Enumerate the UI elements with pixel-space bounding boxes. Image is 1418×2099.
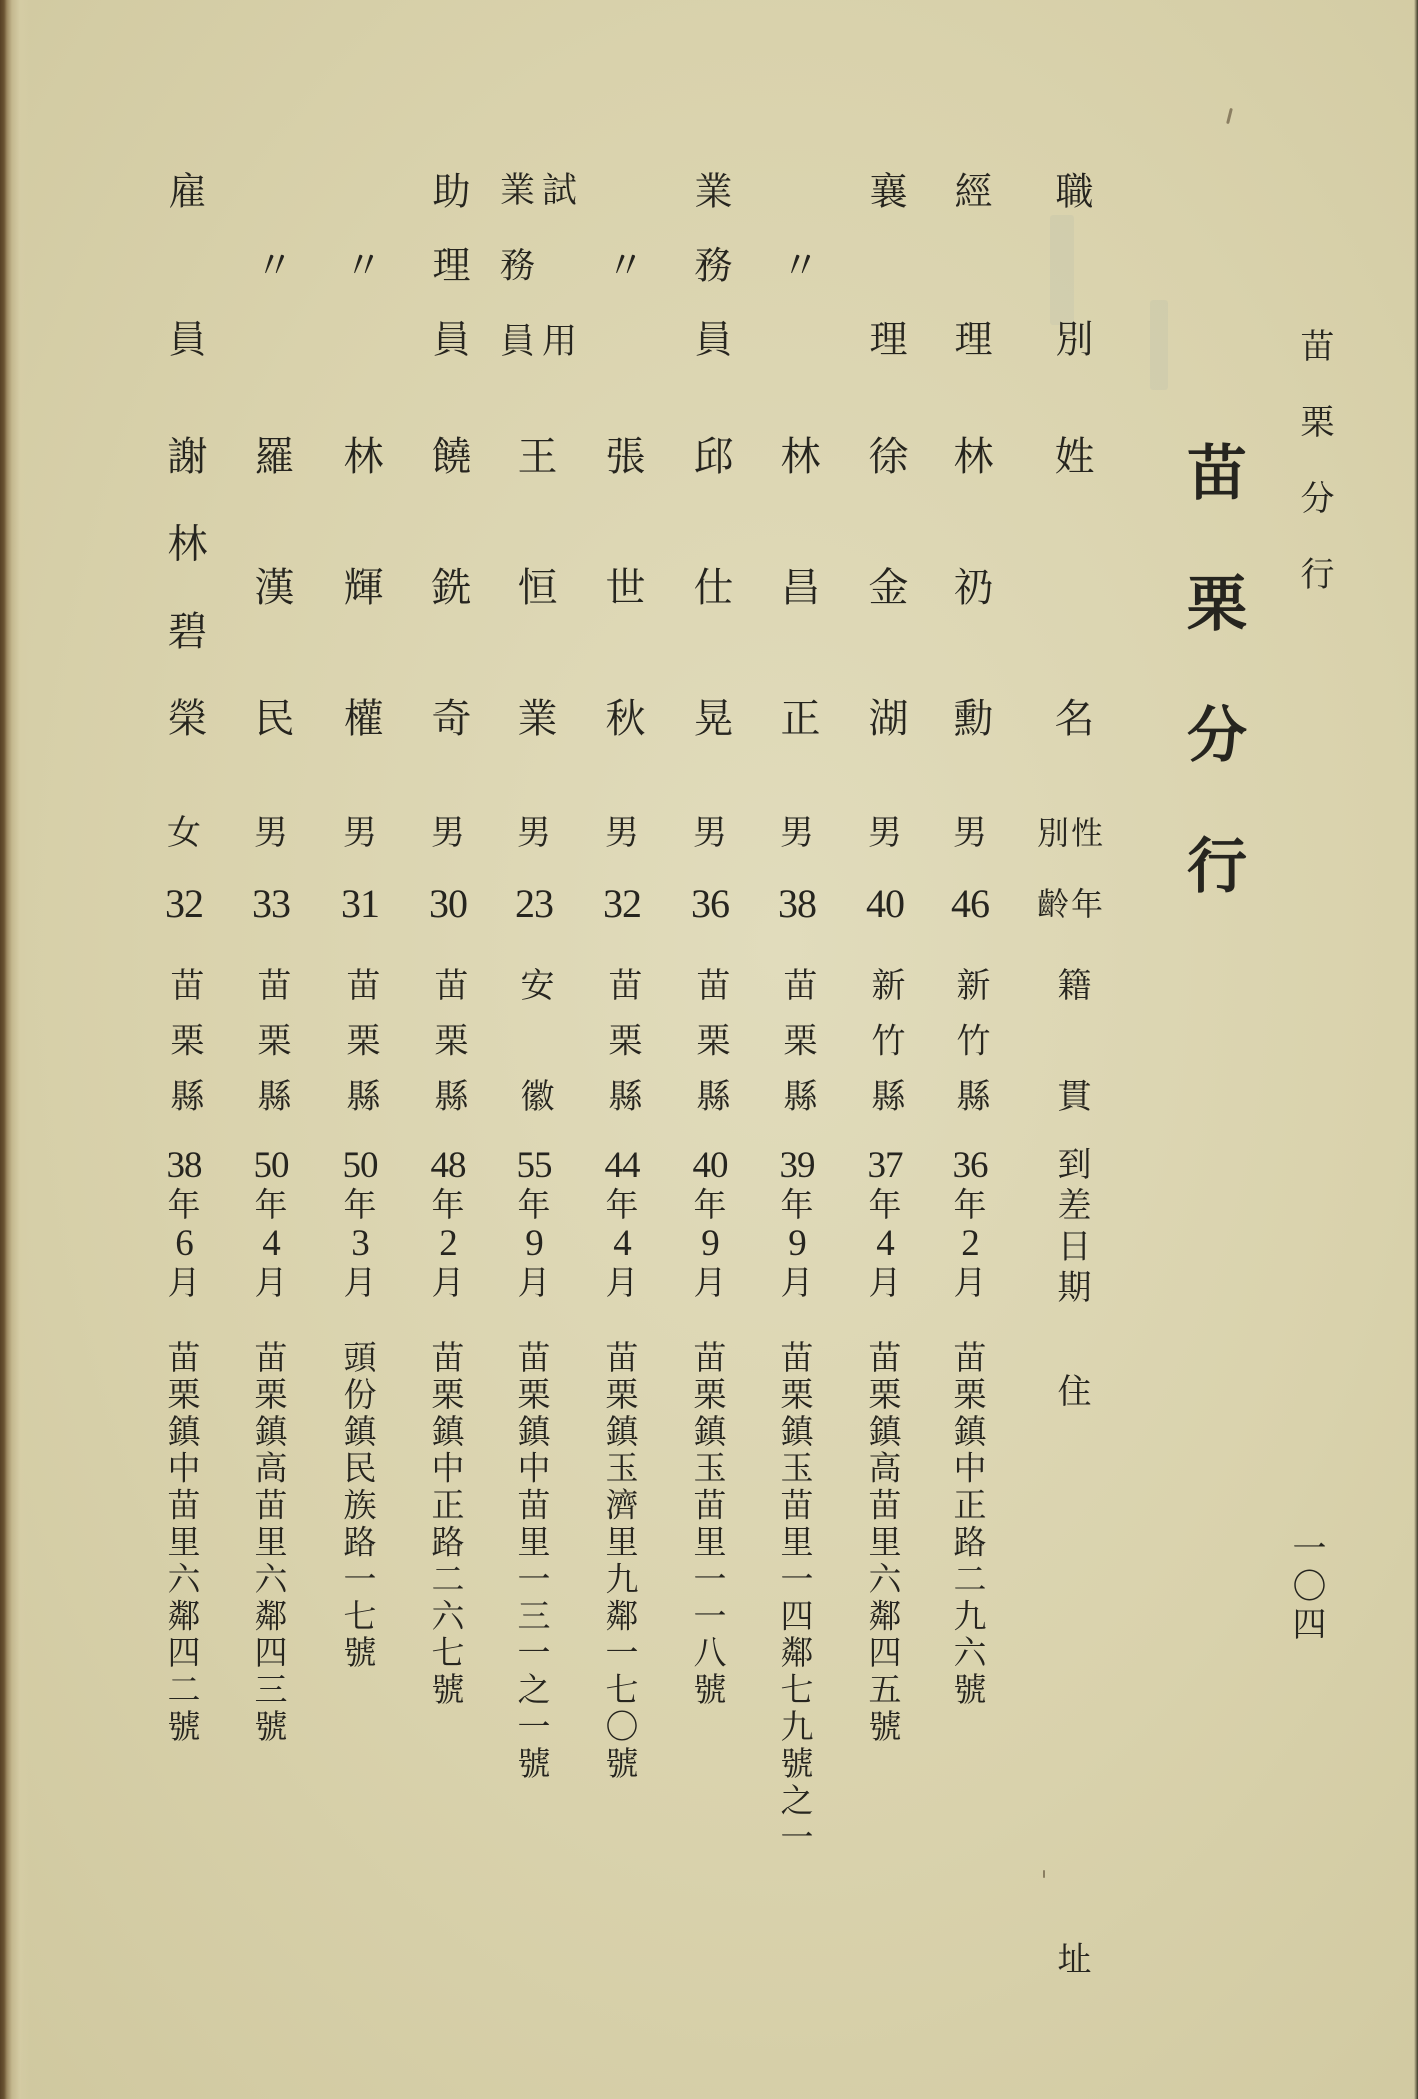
staff-sex: 男 [254,813,288,853]
staff-age: 31 [341,881,379,926]
start-month: 4 [613,1223,631,1264]
staff-origin: 苗栗縣 [690,967,730,1112]
month-unit: 月 [605,1263,639,1302]
staff-sex: 男 [953,813,987,853]
start-month: 9 [788,1223,806,1264]
staff-age: 30 [429,881,467,926]
staff-address: 苗栗鎮中苗里六鄰四二號 [162,1340,202,1746]
staff-position: 襄理 [863,171,907,357]
staff-origin: 新竹縣 [950,967,990,1112]
header-sex: 性別 [1036,814,1106,852]
year-unit: 年 [517,1185,551,1224]
staff-address: 苗栗鎮玉苗里一四鄰七九號之一 [775,1340,815,1857]
start-year: 37 [867,1145,903,1186]
staff-origin: 苗栗縣 [340,967,380,1112]
staff-name: 林昌正 [774,435,820,737]
staff-position-ditto: 〃 [249,245,293,283]
month-unit: 月 [517,1263,551,1302]
staff-origin: 苗栗縣 [777,967,817,1112]
start-year: 55 [516,1145,552,1186]
month-unit: 月 [431,1263,465,1302]
start-month: 9 [701,1223,719,1264]
start-month: 9 [525,1223,543,1264]
staff-name: 邱仕晃 [687,435,733,737]
start-month: 6 [175,1223,193,1264]
staff-start-date [693,1146,728,1302]
staff-sex: 男 [868,813,902,853]
staff-position-ditto: 〃 [775,245,819,283]
staff-name: 王恒業 [511,435,557,737]
staff-age: 32 [165,881,203,926]
year-unit: 年 [605,1185,639,1224]
staff-sex: 男 [431,813,465,853]
year-unit: 年 [953,1185,987,1224]
page-edge [1414,0,1418,2099]
staff-origin: 苗栗縣 [428,967,468,1112]
year-unit: 年 [431,1185,465,1224]
staff-address: 苗栗鎮中苗里一三一之一號 [512,1340,552,1783]
staff-origin: 苗栗縣 [602,967,642,1112]
staff-age: 23 [515,881,553,926]
staff-start-date [868,1146,903,1302]
staff-origin: 苗栗縣 [251,967,291,1112]
header-name: 姓名 [1048,435,1094,737]
staff-position: 經理 [948,171,992,357]
binding-shadow [0,0,30,2099]
bleed-through-mark [1150,300,1168,390]
staff-address: 苗栗鎮高苗里六鄰四五號 [863,1340,903,1746]
month-unit: 月 [780,1263,814,1302]
month-unit: 月 [167,1263,201,1302]
month-unit: 月 [868,1263,902,1302]
staff-sex: 男 [343,813,377,853]
header-address: 住址 [1051,1373,1091,1975]
month-unit: 月 [254,1263,288,1302]
staff-start-date [780,1146,815,1302]
header-origin: 籍貫 [1051,967,1091,1112]
header-age: 年齡 [1036,885,1106,923]
staff-start-date [605,1146,640,1302]
staff-name: 林輝權 [337,435,383,737]
month-unit: 月 [693,1263,727,1302]
staff-age: 38 [778,881,816,926]
year-unit: 年 [780,1185,814,1224]
staff-age: 40 [866,881,904,926]
staff-origin: 苗栗縣 [164,967,204,1112]
start-year: 48 [430,1145,466,1186]
staff-address: 苗栗鎮高苗里六鄰四三號 [249,1340,289,1746]
paper-speck [1043,1870,1045,1878]
staff-name: 饒銑奇 [425,435,471,737]
year-unit: 年 [343,1185,377,1224]
staff-age: 46 [951,881,989,926]
start-year: 36 [952,1145,988,1186]
staff-name: 徐金湖 [862,435,908,737]
staff-age: 36 [691,881,729,926]
start-month: 3 [351,1223,369,1264]
staff-name: 林礽勳 [947,435,993,737]
staff-address: 苗栗鎮玉濟里九鄰一七〇號 [600,1340,640,1783]
staff-address: 苗栗鎮玉苗里一一八號 [688,1340,728,1709]
staff-position-note: 試用 [536,171,577,357]
staff-sex: 男 [780,813,814,853]
month-unit: 月 [343,1263,377,1302]
start-year: 50 [253,1145,289,1186]
page-title: 苗栗分行 [1177,441,1247,965]
staff-position: 助理員 [426,171,470,357]
staff-position: 業務員 [494,171,535,357]
month-unit: 月 [953,1263,987,1302]
staff-position: 業務員 [688,171,732,357]
start-year: 44 [604,1145,640,1186]
staff-sex: 男 [517,813,551,853]
staff-sex: 男 [605,813,639,853]
start-month: 2 [961,1223,979,1264]
page-number: 一〇四 [1286,1530,1326,1644]
staff-start-date [953,1146,988,1302]
header-position: 職別 [1049,171,1093,357]
start-year: 50 [342,1145,378,1186]
staff-start-date [254,1146,289,1302]
staff-position-ditto: 〃 [338,245,382,283]
staff-origin: 安徽 [514,967,554,1112]
staff-address: 頭份鎮民族路一七號 [338,1340,378,1673]
year-unit: 年 [254,1185,288,1224]
staff-start-date [167,1146,202,1302]
start-month: 4 [262,1223,280,1264]
staff-name: 羅漢民 [248,435,294,737]
staff-sex: 男 [693,813,727,853]
staff-origin: 新竹縣 [865,967,905,1112]
staff-start-date [431,1146,466,1302]
start-year: 38 [166,1145,202,1186]
staff-sex: 女 [167,813,201,853]
start-year: 39 [779,1145,815,1186]
staff-name: 謝林碧榮 [161,435,207,737]
header-start-date: 到差日期 [1051,1146,1091,1303]
staff-age: 32 [603,881,641,926]
staff-age: 33 [252,881,290,926]
start-month: 4 [876,1223,894,1264]
running-header: 苗栗分行 [1294,328,1334,632]
year-unit: 年 [167,1185,201,1224]
staff-name: 張世秋 [599,435,645,737]
start-year: 40 [692,1145,728,1186]
year-unit: 年 [693,1185,727,1224]
staff-address: 苗栗鎮中正路二六七號 [426,1340,466,1709]
staff-address: 苗栗鎮中正路二九六號 [948,1340,988,1709]
staff-start-date [343,1146,378,1302]
staff-position-ditto: 〃 [600,245,644,283]
start-month: 2 [439,1223,457,1264]
staff-position: 雇員 [162,171,206,357]
year-unit: 年 [868,1185,902,1224]
staff-start-date [517,1146,552,1302]
